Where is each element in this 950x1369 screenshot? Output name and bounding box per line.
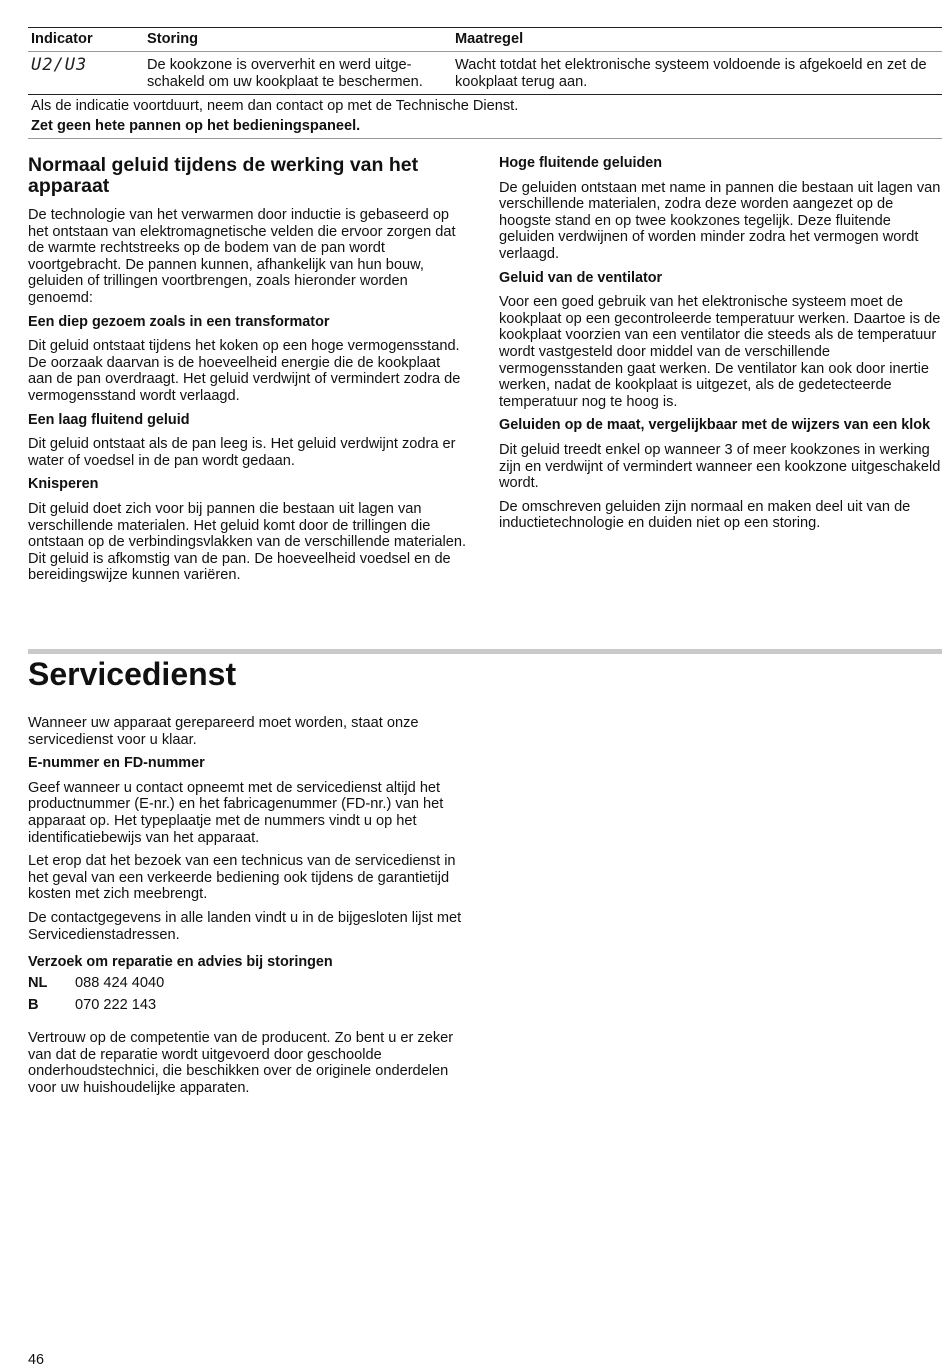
enr-text-2: Let erop dat het bezoek van een technicus van de servicedienst in het geval van een verkeerde bediening ook tijdens de garantietijd kosten met zich meebrengt. (28, 853, 456, 903)
noise-intro: De technologie van het verwarmen door inductie is gebaseerd op het ontstaan van elektromagnetische velden die ervoor zorgen dat de warmte rechtstreeks op de bodem van de pan wordt voortgebracht. De pannen kunnen, afhankelijk van hun bouw, geluiden of trillingen voortbrengen, zoals hieronder worden genoemd: (28, 207, 456, 306)
indicator-display-code: U2/U3 (31, 55, 88, 75)
repair-heading: Verzoek om reparatie en advies bij storingen (28, 954, 333, 971)
noise-item-text: Voor een goed gebruik van het elektronische systeem moet de kookplaat op een gecontroleerde temperatuur werken. Daartoe is de kookplaat voorzien van een ventilator die steeds als de temperatuur wordt vastgesteld door middel van de verschillende vermogensstanden gaat werken. De ventilator kan ook door inertie werken, nadat de kookplaat is uitgezet, als de gedetecteerde temperatuur nog te hoog is. (499, 294, 941, 410)
noise-item-text: Dit geluid ontstaat als de pan leeg is. Het geluid verdwijnt zodra er water of voedsel in de pan wordt gedaan. (28, 436, 456, 469)
noise-section-right (499, 155, 942, 539)
phone-row-b (28, 997, 468, 1014)
table-note (28, 95, 942, 139)
table-warning: Zet geen hete pannen op het bedieningspaneel. (31, 117, 361, 134)
phone-row-nl (28, 975, 468, 992)
header-indicator: Indicator (31, 31, 93, 48)
phone-number: 088 424 4040 (75, 974, 165, 991)
service-title-wrap (28, 656, 236, 692)
noise-item-text: De geluiden ontstaan met name in pannen die bestaan uit lagen van verschillende materialen, zodra deze worden aangezet op de hoogste stand en op twee kookzones tegelijk. Deze fluitende geluiden verdwijnen of worden minder zodra het vermogen wordt verlaagd. (499, 179, 941, 262)
table-note-text: Als de indicatie voortduurt, neem dan contact op met de Technische Dienst. (31, 98, 519, 115)
country-code: B (28, 997, 39, 1014)
noise-item-text: Dit geluid ontstaat tijdens het koken op een hoge vermogensstand. De oorzaak daarvan is de hoeveelheid energie die de kookplaat aan de pan overdraagt. Het geluid verdwijnt of vermindert zodra de vermogensstand wordt verlaagd. (28, 338, 461, 404)
noise-item-heading: Geluid van de ventilator (499, 269, 663, 286)
noise-item-heading: Een diep gezoem zoals in een transformator (28, 313, 330, 330)
country-code: NL (28, 974, 48, 991)
storing-cell: De kookzone is oververhit en werd uitge-schakeld om uw kookplaat te beschermen. (147, 57, 423, 90)
section-divider (28, 649, 942, 654)
header-maatregel: Maatregel (455, 31, 524, 48)
table-row (28, 52, 942, 95)
noise-item-heading: Knisperen (28, 476, 99, 493)
noise-section-left (28, 155, 468, 591)
noise-closing: De omschreven geluiden zijn normaal en maken deel uit van de inductietechnologie en duiden niet op een storing. (499, 498, 911, 532)
table-header-row (28, 28, 942, 52)
trust-text: Vertrouw op de competentie van de producent. Zo bent u er zeker van dat de reparatie wordt uitgevoerd door geschoolde onderhoudstechnici, die beschikken over de originele onderdelen voor uw huishoudelijke apparaten. (28, 1029, 454, 1096)
service-section (28, 715, 468, 1103)
header-storing: Storing (147, 31, 199, 48)
service-intro: Wanneer uw apparaat gerepareerd moet worden, staat onze servicedienst voor u klaar. (28, 715, 419, 748)
maatregel-cell: Wacht totdat het elektronische systeem voldoende is afgekoeld en zet de kookplaat terug aan. (455, 57, 927, 90)
service-title: Servicedienst (28, 656, 237, 692)
fault-table (28, 27, 942, 139)
noise-item-heading: Een laag fluitend geluid (28, 411, 190, 428)
phone-number: 070 222 143 (75, 997, 157, 1014)
page-number: 46 (28, 1352, 45, 1368)
enr-text-3: De contactgegevens in alle landen vindt u in de bijgesloten lijst met Servicedienstadressen. (28, 909, 462, 943)
enr-text-1: Geef wanneer u contact opneemt met de servicedienst altijd het productnummer (E-nr.) en het fabricagenummer (FD-nr.) van het apparaat op. Het typeplaatje met de nummers vindt u op het identificatiebewijs van het apparaat. (28, 779, 444, 846)
noise-item-text: Dit geluid doet zich voor bij pannen die bestaan uit lagen van verschillende materialen. Het geluid komt door de trillingen die ontstaan op de verbindingsvlakken van de verschillende materialen. Dit geluid is afkomstig van de pan. De hoeveelheid voedsel en de bereidingswijze kunnen variëren. (28, 500, 467, 584)
noise-item-heading: Geluiden op de maat, vergelijkbaar met de wijzers van een klok (499, 417, 931, 434)
noise-section-title: Normaal geluid tijdens de werking van het apparaat (28, 154, 419, 197)
noise-item-text: Dit geluid treedt enkel op wanneer 3 of meer kookzones in werking zijn en verdwijnt of vermindert wanneer een kookzone uitgeschakeld wordt. (499, 441, 941, 492)
enr-heading: E-nummer en FD-nummer (28, 755, 205, 772)
noise-item-heading: Hoge fluitende geluiden (499, 155, 663, 171)
